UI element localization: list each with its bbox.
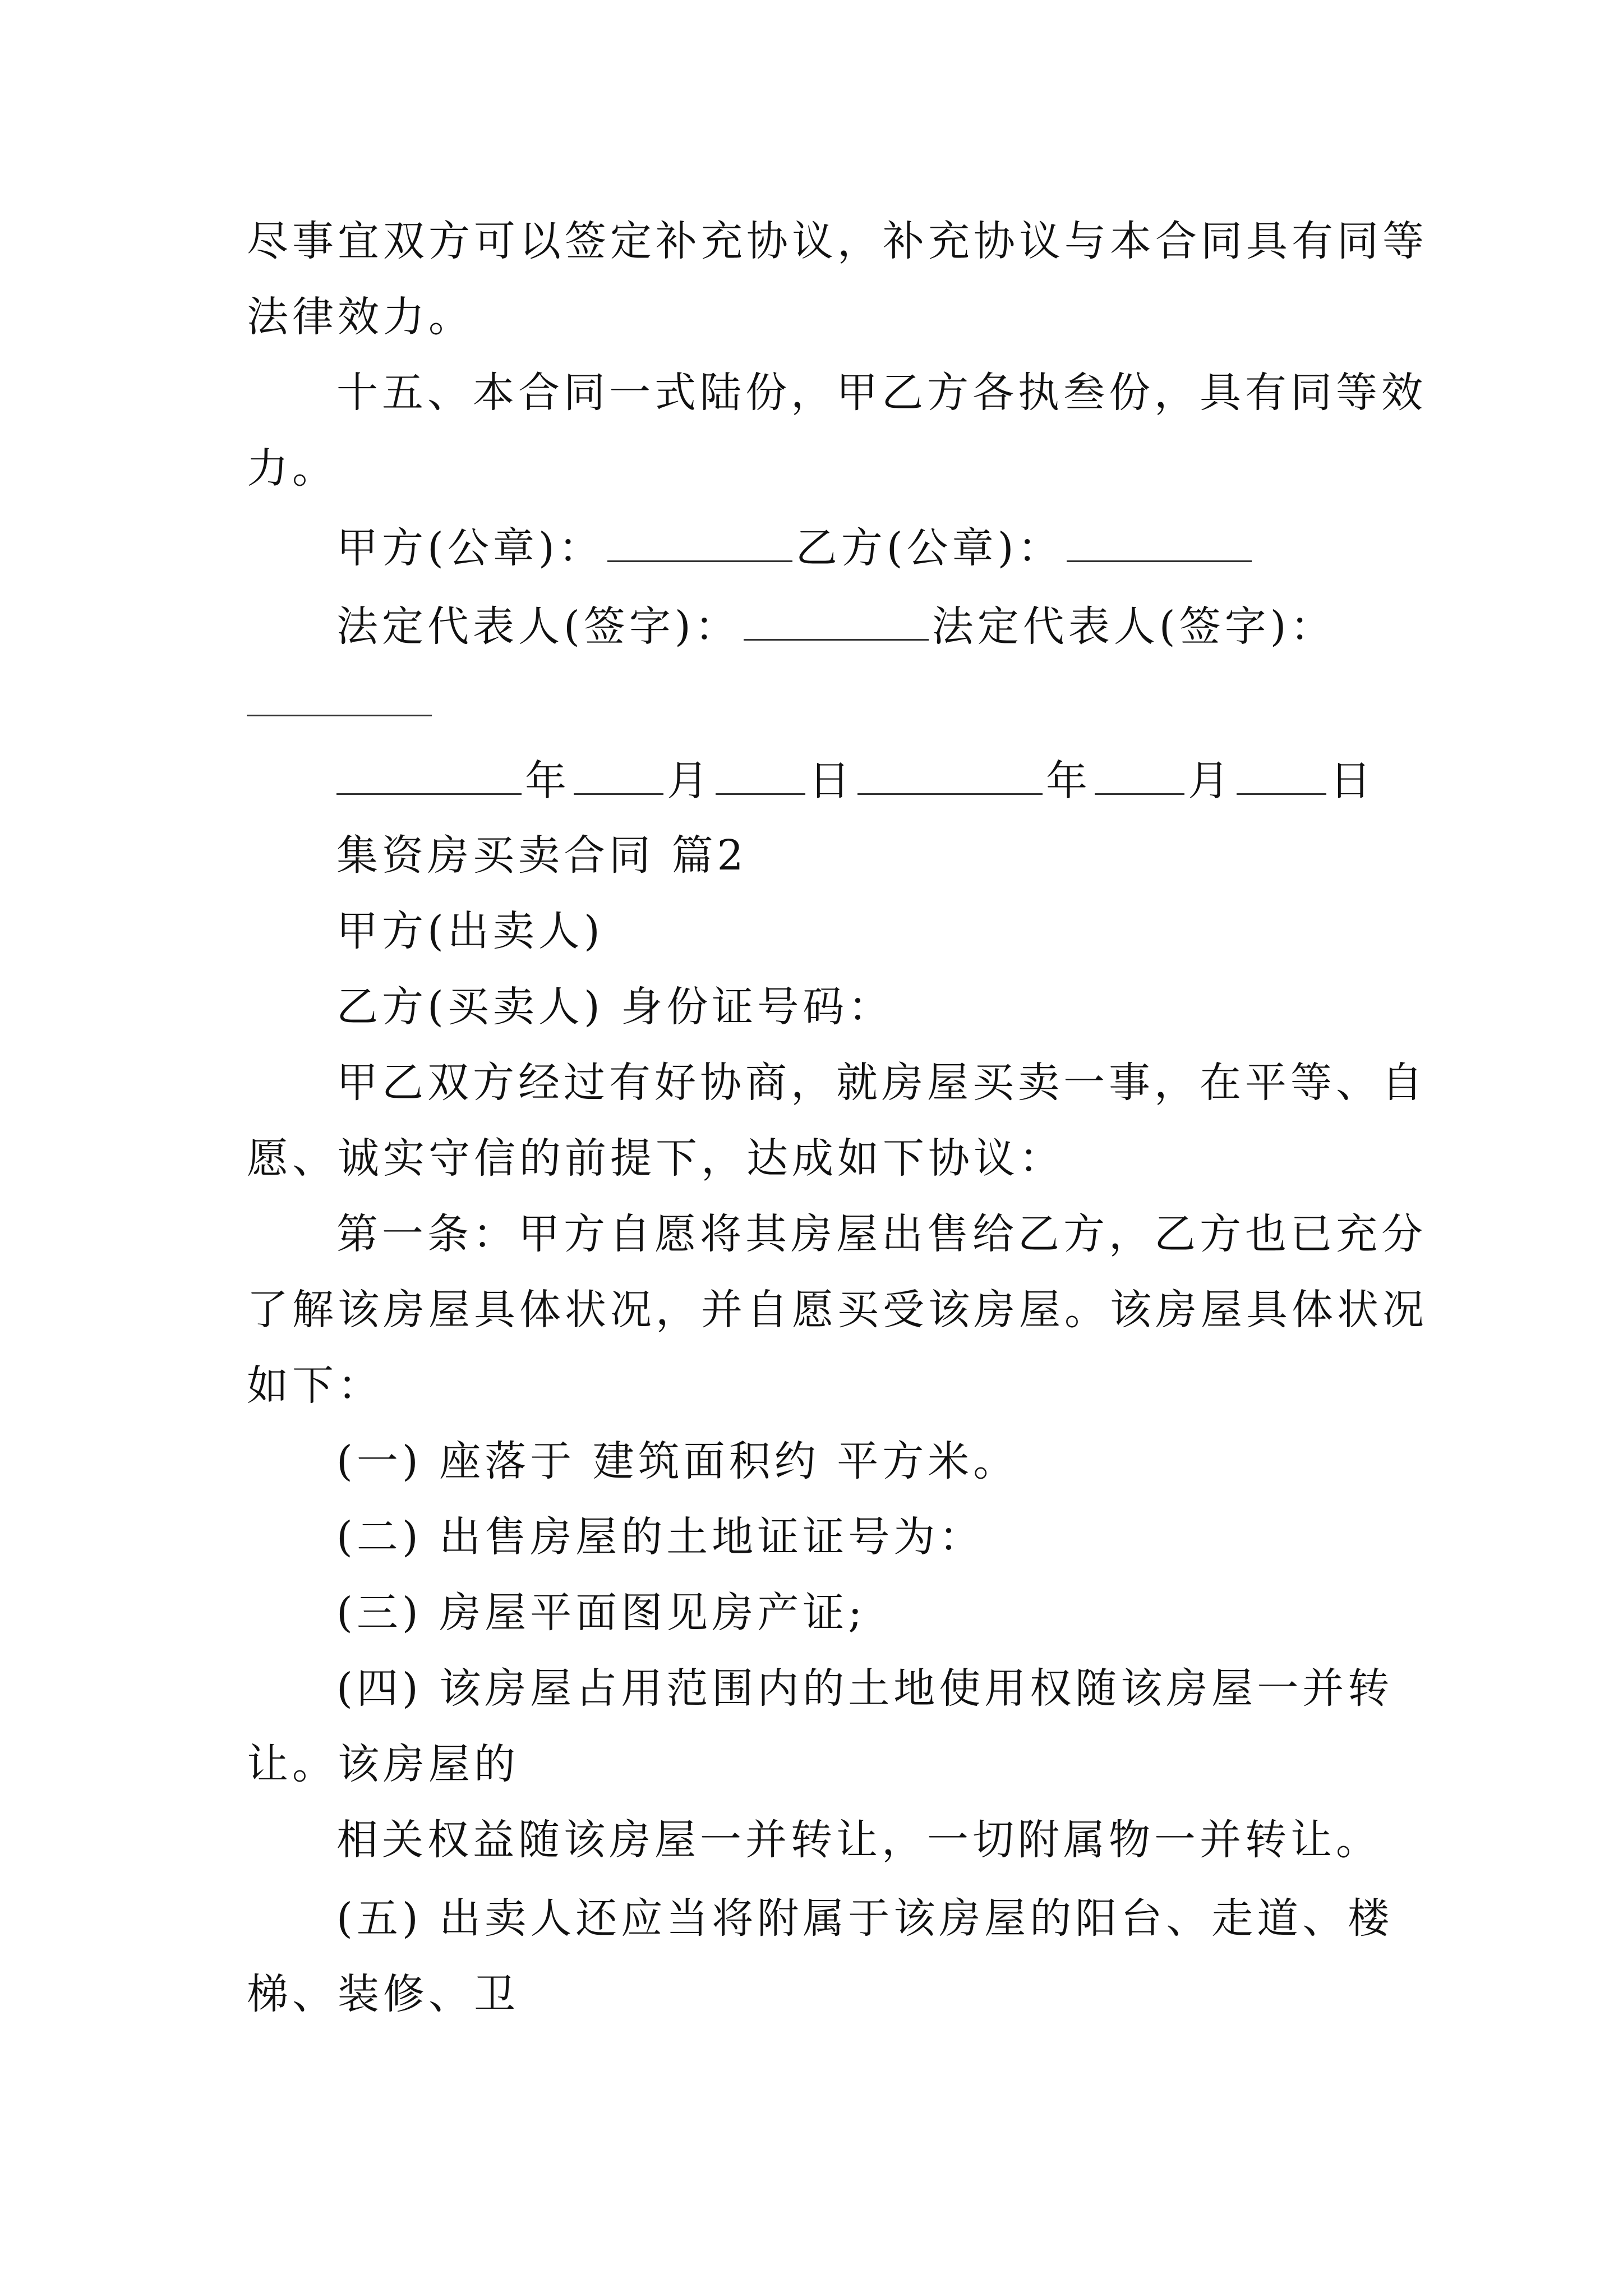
contract-2-title: 集资房买卖合同 篇2 [336, 831, 748, 880]
party-b-rep-blank [247, 673, 432, 716]
seal-line [336, 519, 1255, 575]
item-4-line: 让。该房屋的 [247, 1740, 519, 1788]
date-a-day: 日 [809, 757, 854, 805]
clause-15-line: 力。 [247, 444, 338, 493]
article-1-line: 如下： [247, 1361, 383, 1410]
party-b-rep-blank-line [247, 673, 435, 729]
party-b-seal-label: 乙方(公章)： [795, 524, 1063, 572]
date-b-month-blank [1095, 752, 1184, 795]
intro-line: 甲乙双方经过有好协商，就房屋买卖一事，在平等、自 [336, 1059, 1427, 1107]
item-5-line: 梯、装修、卫 [247, 1970, 519, 2018]
clause-15-line: 十五、本合同一式陆份，甲乙方各执叁份，具有同等效 [336, 369, 1427, 417]
date-a-year-blank [336, 752, 522, 795]
party-a-seal-blank [607, 519, 792, 562]
buyer-line: 乙方(买卖人) 身份证号码： [336, 983, 894, 1031]
date-b-day-blank [1237, 752, 1326, 795]
date-b-year: 年 [1046, 757, 1091, 805]
date-b-day: 日 [1330, 757, 1375, 805]
article-1-line: 了解该房屋具体状况，并自愿买受该房屋。该房屋具体状况 [247, 1286, 1428, 1334]
paragraph-line: 法律效力。 [247, 293, 474, 341]
article-1-line: 第一条：甲方自愿将其房屋出售给乙方，乙方也已充分 [336, 1210, 1427, 1258]
representative-line [336, 597, 1336, 654]
seller-line: 甲方(出卖人) [336, 907, 604, 955]
date-a-day-blank [716, 752, 805, 795]
date-a-month-blank [574, 752, 663, 795]
date-a-year: 年 [525, 757, 570, 805]
date-b-month: 月 [1188, 757, 1233, 805]
paragraph-line: 尽事宜双方可以签定补充协议，补充协议与本合同具有同等 [247, 217, 1428, 265]
item-1: (一) 座落于 建筑面积约 平方米。 [336, 1437, 1019, 1485]
item-4-line: 相关权益随该房屋一并转让，一切附属物一并转让。 [336, 1816, 1381, 1864]
date-line [336, 752, 1375, 808]
date-b-year-blank [857, 752, 1043, 795]
party-b-rep-label: 法定代表人(签字)： [932, 602, 1336, 651]
item-3: (三) 房屋平面图见房产证; [336, 1589, 866, 1637]
party-b-seal-blank [1067, 519, 1252, 562]
date-a-month: 月 [667, 757, 712, 805]
party-a-rep-blank [744, 597, 929, 641]
item-5-line: (五) 出卖人还应当将附属于该房屋的阳台、走道、楼 [336, 1894, 1394, 1943]
item-2: (二) 出售房屋的土地证证号为： [336, 1513, 985, 1561]
party-a-rep-label: 法定代表人(签字)： [336, 602, 740, 651]
intro-line: 愿、诚实守信的前提下，达成如下协议： [247, 1134, 1064, 1182]
item-4-line: (四) 该房屋占用范围内的土地使用权随该房屋一并转 [336, 1664, 1394, 1713]
party-a-seal-label: 甲方(公章)： [336, 524, 604, 572]
